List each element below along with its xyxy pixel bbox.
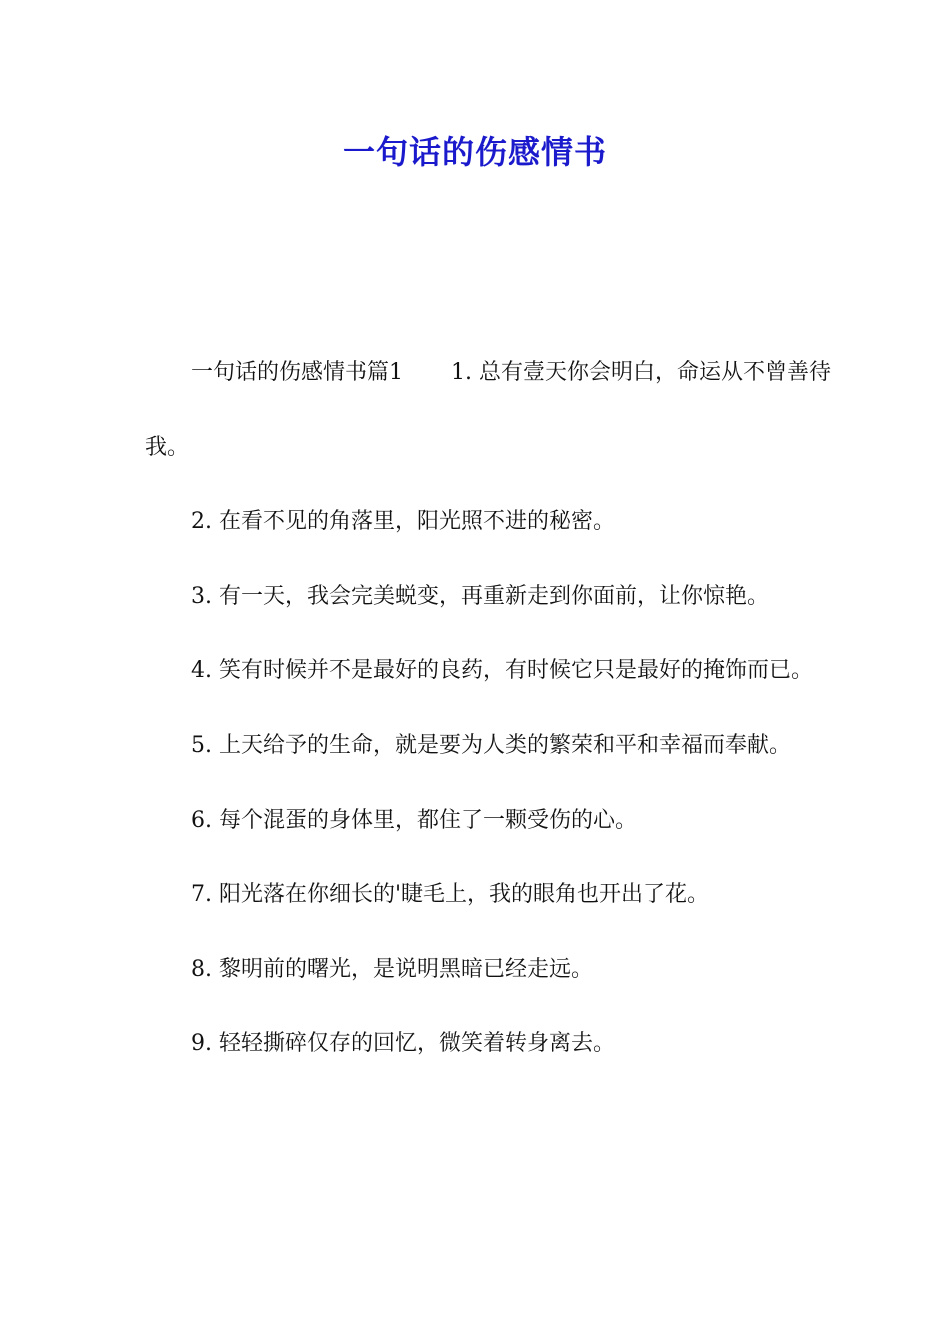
item-text: 轻轻撕碎仅存的回忆，微笑着转身离去。 <box>219 1031 616 1057</box>
item-number: 9. <box>191 1031 212 1057</box>
document-body <box>145 336 835 1082</box>
item-number: 6. <box>191 807 212 833</box>
item-text: 阳光落在你细长的'睫毛上，我的眼角也开出了花。 <box>219 882 710 908</box>
item-number: 4. <box>191 658 212 684</box>
item-text: 笑有时候并不是最好的良药，有时候它只是最好的掩饰而已。 <box>219 658 814 684</box>
paragraph-3 <box>145 560 835 635</box>
item-number: 2. <box>191 509 212 535</box>
item-number: 7. <box>191 882 212 908</box>
item-number: 5. <box>191 732 212 758</box>
item-number: 8. <box>191 956 212 982</box>
item-text: 在看不见的角落里，阳光照不进的秘密。 <box>219 509 616 535</box>
item-number: 3. <box>191 583 212 609</box>
paragraph-9 <box>145 1007 835 1082</box>
document-title: 一句话的伤感情书 <box>342 133 607 171</box>
paragraph-2 <box>145 485 835 560</box>
item-number: 1. <box>451 360 472 385</box>
item-text: 黎明前的曙光，是说明黑暗已经走远。 <box>219 956 594 982</box>
paragraph-6 <box>145 784 835 859</box>
paragraph-1 <box>145 336 835 485</box>
paragraph-7 <box>145 858 835 933</box>
item-text: 上天给予的生命，就是要为人类的繁荣和平和幸福而奉献。 <box>219 732 792 758</box>
paragraph-4 <box>145 634 835 709</box>
item-text: 总有壹天你会明白，命运从不曾善待我。 <box>145 360 832 460</box>
item-text: 每个混蛋的身体里，都住了一颗受伤的心。 <box>219 807 638 833</box>
paragraph-8 <box>145 933 835 1008</box>
section-heading: 一句话的伤感情书篇1 <box>191 360 403 385</box>
paragraph-5 <box>145 709 835 784</box>
item-text: 有一天，我会完美蜕变，再重新走到你面前，让你惊艳。 <box>219 583 770 609</box>
